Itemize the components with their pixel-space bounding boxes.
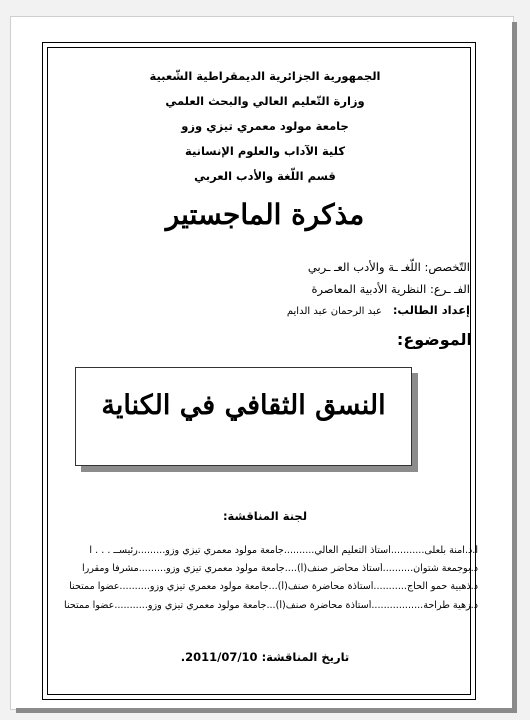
- subject-title: النسق الثقافي في الكناية: [101, 390, 386, 421]
- defense-date: [0, 650, 530, 664]
- committee-member-4: د.زهية طراحة.................أستاذة محاضرة صنف(أ)...جامعة مولود معمري تيزي وزو...........عضوا ممتحنا: [64, 600, 478, 611]
- defense-date-value: 2011/07/10.: [180, 650, 258, 664]
- subject-label: الموضوع:: [396, 330, 472, 349]
- header-department: قسم اللّغة والأدب العربي: [194, 169, 336, 183]
- student-line: [287, 303, 470, 317]
- committee-title: لجنة المناقشة:: [222, 509, 308, 523]
- header-republic: الجمهورية الجزائرية الديمقراطية الشّعبية: [149, 69, 381, 83]
- specialty-line: [308, 260, 470, 274]
- subject-box: [75, 367, 412, 466]
- student-name: عبد الرحمان عبد الدايم: [286, 306, 382, 317]
- header-university: جامعة مولود معمري تيزي وزو: [181, 119, 349, 133]
- committee-member-3: د.ذهبية حمو الحاج...........أستاذة محاضرة صنف(أ)...جامعة مولود معمري تيزي وزو..........عضوا ممتحنا: [69, 581, 478, 592]
- branch-value: النظرية الأدبية المعاصرة: [311, 282, 427, 296]
- header-faculty: كلية الآداب والعلوم الإنسانية: [184, 144, 346, 158]
- committee-member-2: د.بوجمعة شتوان..........أستاذ محاضر صنف(أ)....جامعة مولود معمري تيزي وزو.........مشرفا ومقررا: [81, 563, 478, 574]
- branch-label: الفـ ـرع:: [430, 282, 470, 296]
- defense-date-label: تاريخ المناقشة:: [261, 650, 350, 664]
- committee-member-1: أ.د.آمنة بلعلى...........أستاذ التعليم العالي..........جامعة مولود معمري تيزي وزو.........رئيســ . . . ا: [89, 545, 478, 556]
- specialty-value: اللّغـ ـة والأدب العـ ـربي: [307, 260, 421, 274]
- specialty-label: التّخصص:: [424, 260, 470, 274]
- document-title: مذكرة الماجستير: [165, 198, 365, 231]
- student-label: إعداد الطالب:: [392, 303, 470, 317]
- header-ministry: وزارة التّعليم العالي والبحث العلمي: [165, 94, 365, 108]
- page-shadow-bottom: [16, 708, 517, 713]
- branch-line: [311, 282, 470, 296]
